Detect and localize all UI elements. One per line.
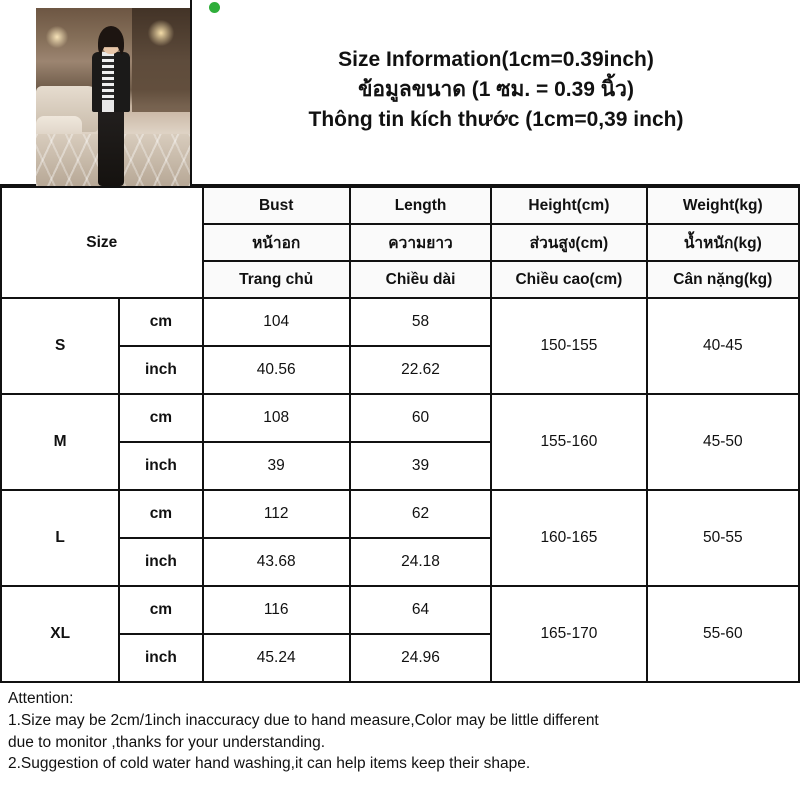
unit-inch-m: inch xyxy=(119,442,202,490)
bust-inch-l: 43.68 xyxy=(203,538,350,586)
length-inch-m: 39 xyxy=(350,442,491,490)
title-block xyxy=(190,0,800,184)
bust-cm-s: 104 xyxy=(203,298,350,346)
height-s: 150-155 xyxy=(491,298,646,394)
length-inch-xl: 24.96 xyxy=(350,634,491,682)
bust-cm-xl: 116 xyxy=(203,586,350,634)
attention-heading: Attention: xyxy=(8,690,74,707)
bust-inch-m: 39 xyxy=(203,442,350,490)
unit-inch-xl: inch xyxy=(119,634,202,682)
bust-inch-xl: 45.24 xyxy=(203,634,350,682)
unit-cm-xl: cm xyxy=(119,586,202,634)
weight-header-th: น้ำหนัก(kg) xyxy=(647,224,799,261)
unit-cm-s: cm xyxy=(119,298,202,346)
height-l: 160-165 xyxy=(491,490,646,586)
height-header-en: Height(cm) xyxy=(491,187,646,224)
unit-inch-s: inch xyxy=(119,346,202,394)
length-cm-m: 60 xyxy=(350,394,491,442)
length-inch-s: 22.62 xyxy=(350,346,491,394)
row-size-label-l: L xyxy=(1,490,119,586)
length-cm-l: 62 xyxy=(350,490,491,538)
height-header-vi: Chiều cao(cm) xyxy=(491,261,646,298)
size-column-header: Size xyxy=(1,187,203,298)
bust-inch-s: 40.56 xyxy=(203,346,350,394)
title-line-en: Size Information(1cm=0.39inch) xyxy=(338,48,654,72)
height-m: 155-160 xyxy=(491,394,646,490)
length-inch-l: 24.18 xyxy=(350,538,491,586)
attention-line-2: due to monitor ,thanks for your understanding. xyxy=(8,733,326,751)
height-header-th: ส่วนสูง(cm) xyxy=(491,224,646,261)
product-photo xyxy=(36,8,190,186)
product-photo-cell xyxy=(0,0,190,184)
bust-cm-l: 112 xyxy=(203,490,350,538)
row-size-label-m: M xyxy=(1,394,119,490)
title-line-vi: Thông tin kích thước (1cm=0,39 inch) xyxy=(308,107,684,131)
bust-header-th: หน้าอก xyxy=(203,224,350,261)
weight-header-en: Weight(kg) xyxy=(647,187,799,224)
length-header-vi: Chiều dài xyxy=(350,261,491,298)
unit-inch-l: inch xyxy=(119,538,202,586)
weight-l: 50-55 xyxy=(647,490,799,586)
unit-cm-l: cm xyxy=(119,490,202,538)
attention-block xyxy=(0,683,800,775)
bust-cm-m: 108 xyxy=(203,394,350,442)
weight-m: 45-50 xyxy=(647,394,799,490)
table-row xyxy=(1,394,799,442)
table-row xyxy=(1,298,799,346)
title-line-th: ข้อมูลขนาด (1 ซม. = 0.39 นิ้ว) xyxy=(358,78,634,102)
table-row xyxy=(1,586,799,634)
attention-line-1: 1.Size may be 2cm/1inch inaccuracy due to hand measure,Color may be little different xyxy=(8,711,599,729)
length-cm-s: 58 xyxy=(350,298,491,346)
table-header-row-en xyxy=(1,187,799,224)
size-table xyxy=(0,186,800,683)
photo-model-striped-top xyxy=(102,56,114,100)
height-xl: 165-170 xyxy=(491,586,646,682)
length-header-en: Length xyxy=(350,187,491,224)
row-size-label-xl: XL xyxy=(1,586,119,682)
unit-cm-m: cm xyxy=(119,394,202,442)
bust-header-vi: Trang chủ xyxy=(203,261,350,298)
table-row xyxy=(1,490,799,538)
photo-model-legs xyxy=(98,104,124,186)
photo-lamp-left-icon xyxy=(46,26,68,48)
bust-header-en: Bust xyxy=(203,187,350,224)
weight-header-vi: Cân nặng(kg) xyxy=(647,261,799,298)
header xyxy=(0,0,800,186)
weight-s: 40-45 xyxy=(647,298,799,394)
row-size-label-s: S xyxy=(1,298,119,394)
attention-line-3: 2.Suggestion of cold water hand washing,it can help items keep their shape. xyxy=(8,755,531,773)
weight-xl: 55-60 xyxy=(647,586,799,682)
online-indicator-icon xyxy=(209,2,220,13)
length-cm-xl: 64 xyxy=(350,586,491,634)
photo-lamp-right-icon xyxy=(148,20,174,46)
length-header-th: ความยาว xyxy=(350,224,491,261)
